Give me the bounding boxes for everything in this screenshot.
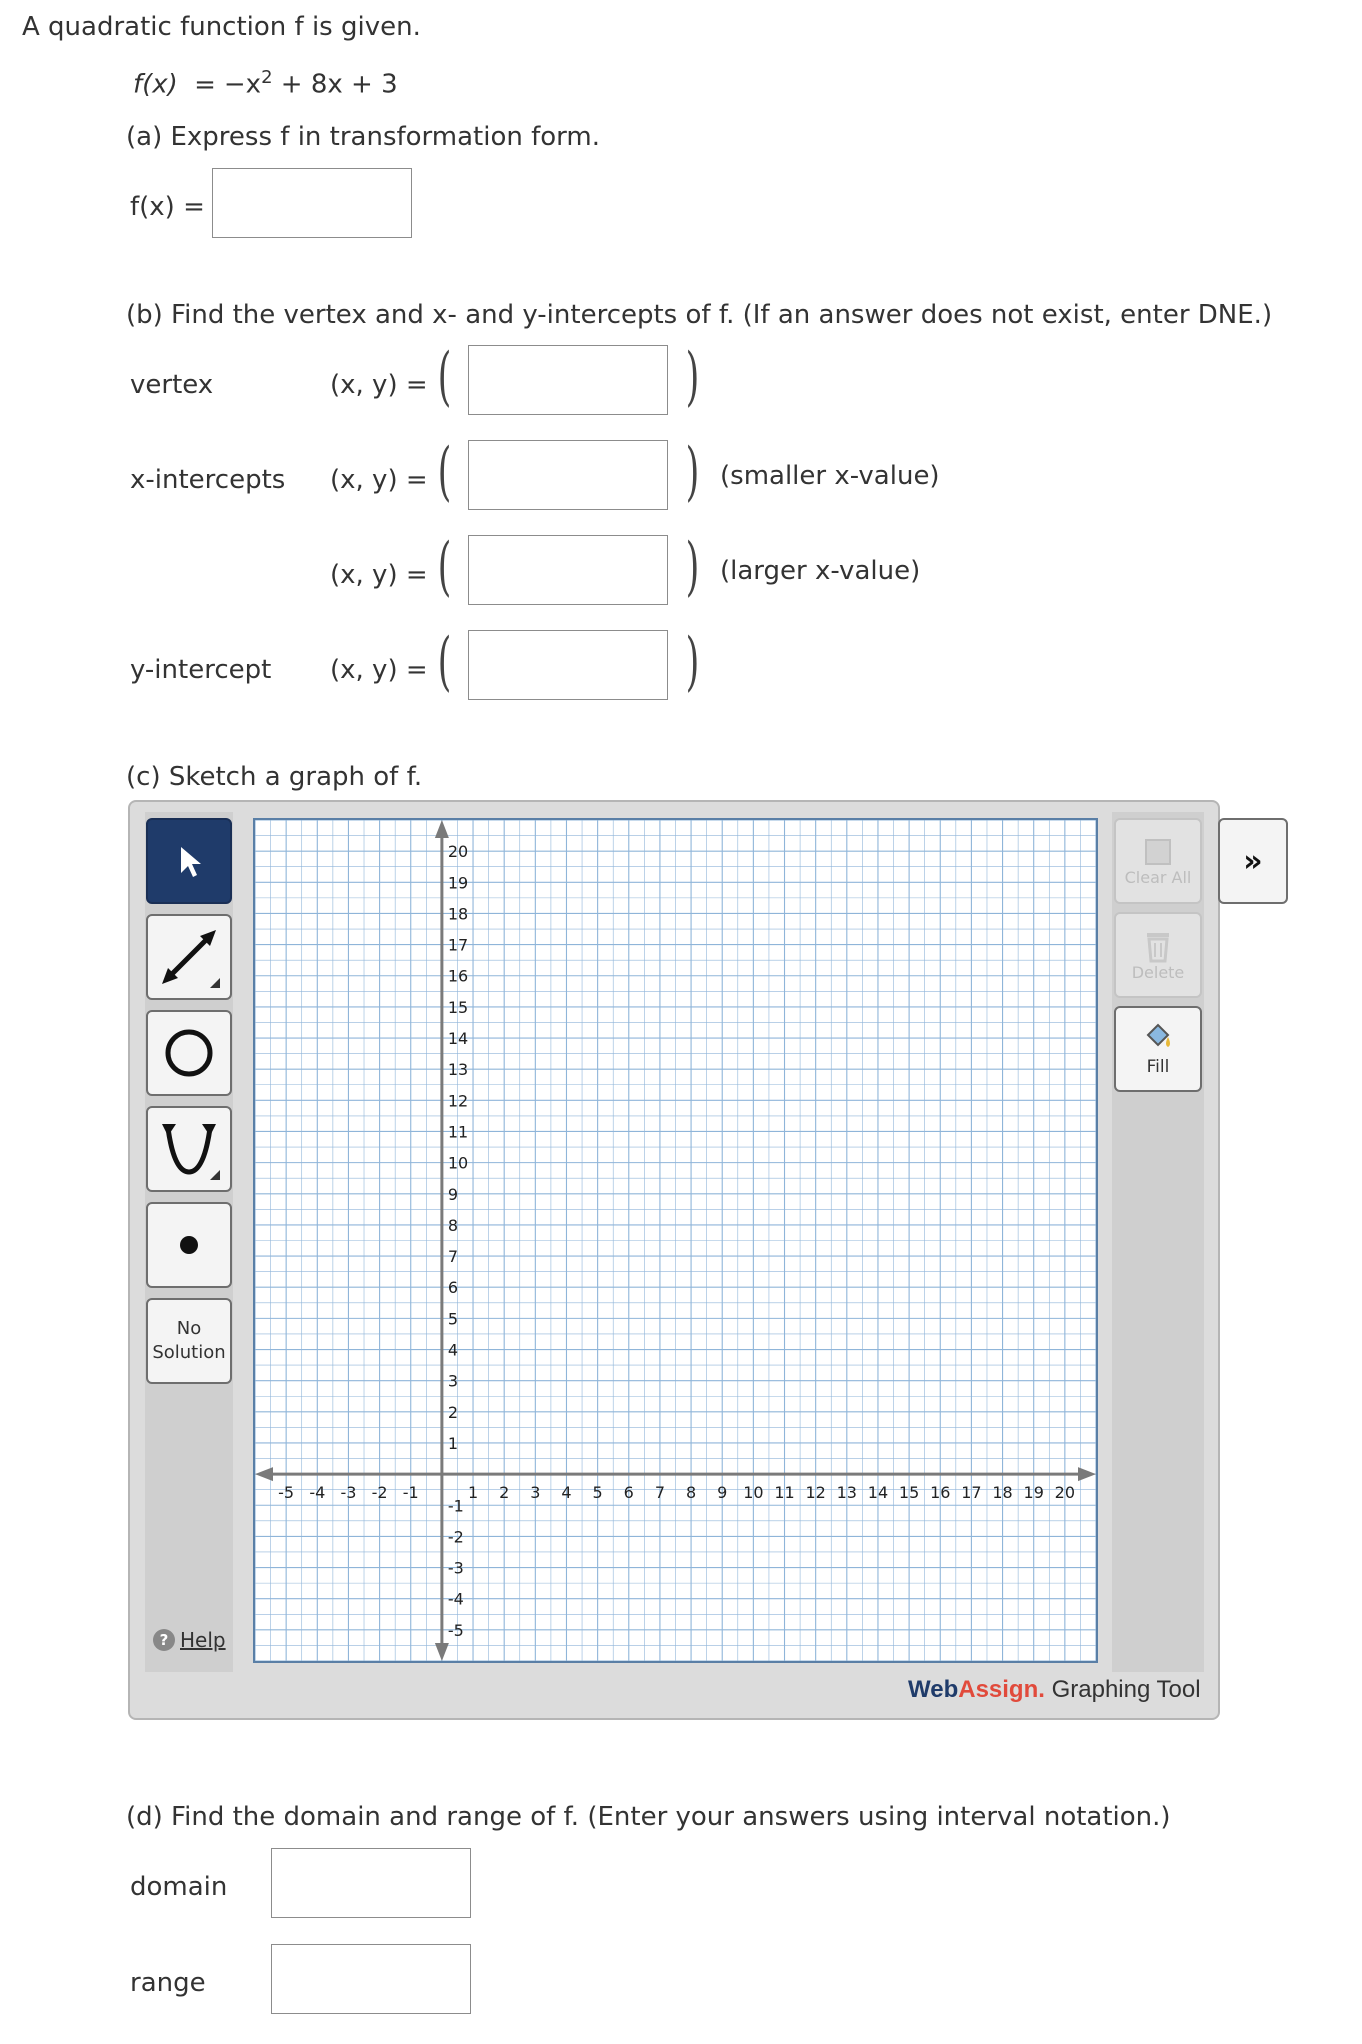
vertex-input[interactable]: [468, 345, 668, 415]
y-tick-label: -4: [447, 1589, 464, 1609]
range-input[interactable]: [271, 1944, 471, 2014]
x-tick-label: 5: [592, 1483, 603, 1503]
y-tick-label: 13: [447, 1060, 469, 1080]
y-tick-label: -2: [447, 1527, 464, 1547]
function-eq: =: [194, 69, 216, 100]
help-icon: [152, 1628, 176, 1652]
x-tick-label: 8: [685, 1483, 697, 1503]
smaller-x-value-note: (smaller x-value): [720, 461, 940, 491]
x-tick-label: 13: [836, 1483, 857, 1503]
range-label: range: [130, 1968, 206, 1998]
parabola-tool-button[interactable]: [146, 1106, 232, 1192]
function-lhs: f(x): [133, 69, 178, 100]
yint-close-paren: ): [685, 625, 700, 699]
x-intercept-smaller-input[interactable]: [468, 440, 668, 510]
y-axis-bottom-arrow: [435, 1643, 449, 1661]
brand-graphing-tool: Graphing Tool: [1051, 1676, 1201, 1703]
xint-larger-open-paren: (: [437, 530, 452, 604]
parabola-icon: [154, 1114, 224, 1184]
vertex-label: vertex: [130, 370, 214, 400]
x-tick-label: 19: [1023, 1483, 1044, 1503]
y-tick-label: 15: [447, 997, 469, 1017]
part-a-label: f(x) =: [130, 192, 205, 222]
y-tick-label: 9: [447, 1184, 459, 1204]
xint-larger-close-paren: ): [685, 530, 700, 604]
function-rhs-a: −x: [223, 69, 262, 100]
y-tick-label: 6: [447, 1278, 459, 1298]
graph-canvas[interactable]: [253, 818, 1098, 1663]
x-tick-label: -5: [278, 1483, 295, 1503]
y-tick-label: 1: [447, 1433, 459, 1453]
yint-xy-label: (x, y) =: [330, 655, 428, 685]
x-tick-label: 15: [898, 1483, 920, 1503]
y-intercept-input[interactable]: [468, 630, 668, 700]
delete-button[interactable]: [1114, 912, 1202, 998]
y-tick-label: 18: [447, 904, 469, 924]
no-solution-label-2: Solution: [152, 1342, 226, 1363]
xint-smaller-close-paren: ): [685, 435, 700, 509]
x-axis-left-arrow: [255, 1467, 273, 1481]
circle-tool-button[interactable]: [146, 1010, 232, 1096]
part-c-prompt: (c) Sketch a graph of f.: [126, 762, 423, 792]
yint-open-paren: (: [437, 625, 452, 699]
x-tick-label: 1: [467, 1483, 479, 1503]
x-tick-label: 11: [774, 1483, 795, 1503]
clear-all-label: Clear All: [1124, 867, 1192, 887]
xint-larger-xy-label: (x, y) =: [330, 560, 428, 590]
x-tick-label: 7: [654, 1483, 666, 1503]
y-tick-label: 12: [447, 1091, 469, 1111]
no-solution-label-1: No: [176, 1318, 202, 1339]
fill-button[interactable]: [1114, 1006, 1202, 1092]
function-exponent: 2: [261, 67, 273, 88]
y-tick-label: 7: [447, 1247, 459, 1267]
y-tick-label: 2: [447, 1402, 459, 1422]
no-solution-button[interactable]: [146, 1298, 232, 1384]
coordinate-grid[interactable]: [255, 820, 1096, 1661]
x-tick-label: -1: [402, 1483, 419, 1503]
brand-web: Web: [908, 1676, 959, 1703]
y-tick-label: -5: [447, 1620, 464, 1640]
xint-smaller-xy-label: (x, y) =: [330, 465, 428, 495]
x-tick-label: 12: [805, 1483, 826, 1503]
x-tick-label: 3: [530, 1483, 541, 1503]
line-tool-button[interactable]: [146, 914, 232, 1000]
y-tick-label: 10: [447, 1153, 469, 1173]
vertex-xy-label: (x, y) =: [330, 370, 428, 400]
x-tick-label: -4: [309, 1483, 326, 1503]
y-tick-label: 16: [447, 966, 469, 986]
domain-label: domain: [130, 1872, 228, 1902]
x-tick-label: 16: [930, 1483, 951, 1503]
y-tick-label: 11: [447, 1122, 469, 1142]
clear-all-button[interactable]: [1114, 818, 1202, 904]
domain-input[interactable]: [271, 1848, 471, 1918]
x-tick-label: -3: [340, 1483, 357, 1503]
x-intercept-larger-input[interactable]: [468, 535, 668, 605]
x-tick-label: 14: [867, 1483, 889, 1503]
help-link[interactable]: [152, 1628, 226, 1652]
help-label: Help: [180, 1628, 226, 1652]
svg-text:?: ?: [159, 1631, 169, 1649]
vertex-close-paren: ): [685, 340, 700, 414]
y-tick-label: 19: [447, 873, 469, 893]
intro-text: A quadratic function f is given.: [22, 12, 421, 42]
part-a-prompt: (a) Express f in transformation form.: [126, 122, 601, 152]
y-axis-top-arrow: [435, 820, 449, 838]
x-tick-label: 4: [561, 1483, 572, 1503]
x-tick-label: 18: [992, 1483, 1013, 1503]
x-tick-label: 9: [717, 1483, 728, 1503]
y-tick-label: 4: [447, 1340, 459, 1360]
x-tick-label: 2: [499, 1483, 510, 1503]
point-icon: [169, 1225, 209, 1265]
pointer-icon: [169, 841, 209, 881]
vertex-open-paren: (: [437, 340, 452, 414]
fill-label: Fill: [1146, 1057, 1170, 1077]
delete-label: Delete: [1131, 962, 1185, 982]
pointer-tool-button[interactable]: [146, 818, 232, 904]
circle-icon: [159, 1023, 219, 1083]
part-d-prompt: (d) Find the domain and range of f. (Enter your answers using interval notation.): [126, 1802, 1171, 1832]
x-tick-label: 10: [743, 1483, 764, 1503]
x-intercepts-label: x-intercepts: [130, 465, 286, 495]
point-tool-button[interactable]: [146, 1202, 232, 1288]
y-tick-label: 5: [447, 1309, 459, 1329]
part-b-prompt: (b) Find the vertex and x- and y-intercepts of f. (If an answer does not exist, enter DNE.): [126, 300, 1273, 330]
y-tick-label: -3: [447, 1558, 464, 1578]
x-axis-right-arrow: [1078, 1467, 1096, 1481]
brand-assign: Assign.: [958, 1676, 1045, 1703]
y-tick-label: 3: [447, 1371, 459, 1391]
x-tick-label: 17: [961, 1483, 982, 1503]
fill-bucket-icon: [1140, 1021, 1176, 1057]
expand-button[interactable]: [1218, 818, 1288, 904]
y-tick-label: 17: [447, 935, 469, 955]
y-tick-label: 14: [447, 1029, 469, 1049]
x-tick-label: 20: [1054, 1483, 1076, 1503]
clear-all-icon: [1142, 836, 1174, 868]
y-intercept-label: y-intercept: [130, 655, 272, 685]
transformation-form-input[interactable]: [212, 168, 412, 238]
function-definition: [133, 67, 398, 100]
larger-x-value-note: (larger x-value): [720, 556, 921, 586]
expand-icon: »: [1243, 843, 1263, 879]
y-tick-label: 20: [447, 842, 469, 862]
x-tick-label: -2: [371, 1483, 388, 1503]
xint-smaller-open-paren: (: [437, 435, 452, 509]
function-rhs-b: + 8x + 3: [280, 69, 398, 100]
y-tick-label: 8: [447, 1215, 459, 1235]
webassign-brand: [908, 1676, 1201, 1704]
line-arrow-icon: [154, 922, 224, 992]
x-tick-label: 6: [623, 1483, 634, 1503]
y-tick-label: -1: [447, 1496, 464, 1516]
trash-icon: [1142, 929, 1174, 963]
